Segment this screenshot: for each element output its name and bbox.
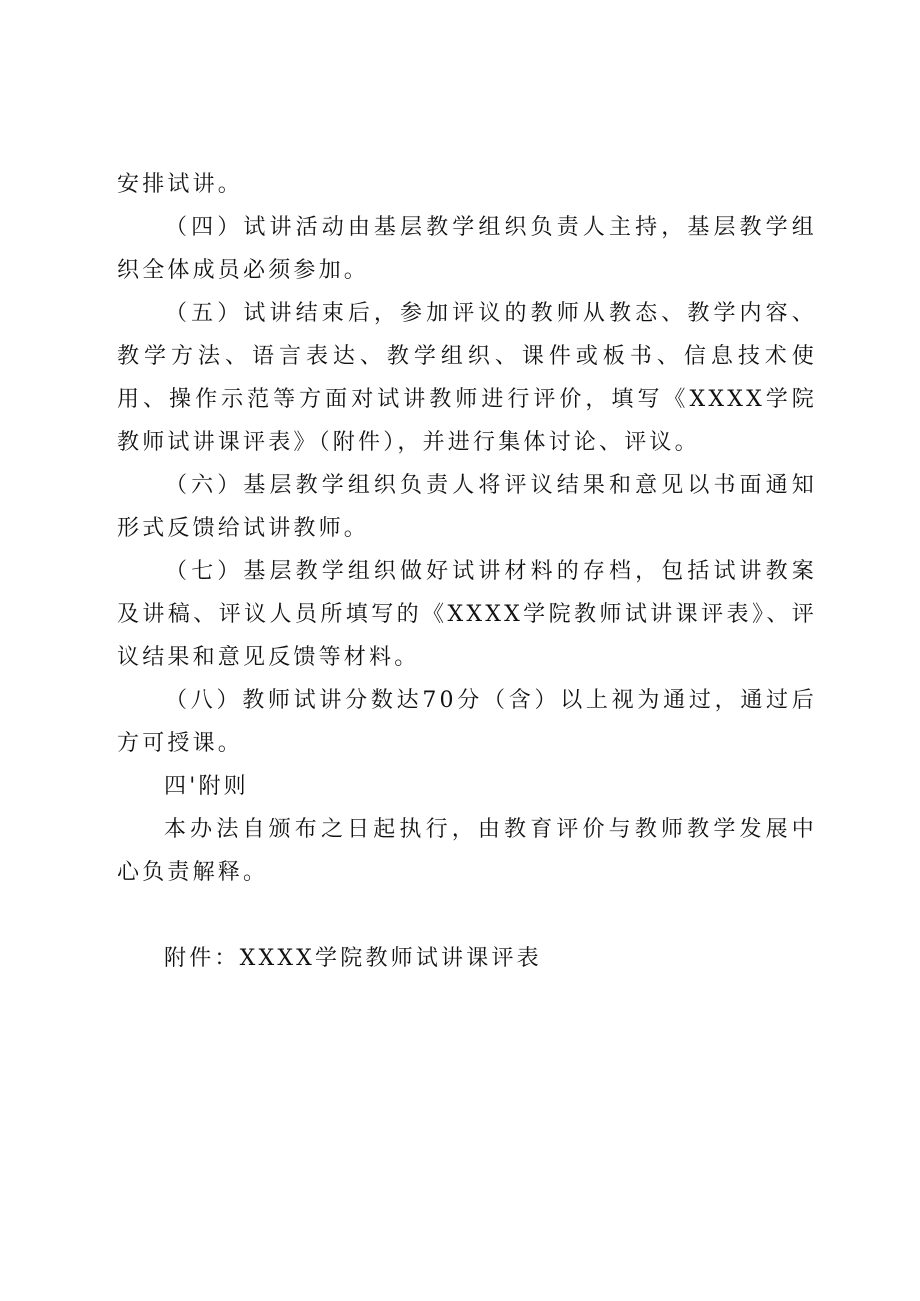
paragraph-item-7: （七）基层教学组织做好试讲材料的存档，包括试讲教案及讲稿、评议人员所填写的《XXXX学院教师试讲课评表》、评议结果和意见反馈等材料。 (117, 559, 817, 670)
paragraph-item-6: （六）基层教学组织负责人将评议结果和意见以书面通知形式反馈给试讲教师。 (117, 473, 817, 541)
paragraph-item-4: （四）试讲活动由基层教学组织负责人主持，基层教学组织全体成员必须参加。 (117, 215, 817, 283)
document-body (117, 163, 817, 980)
closing-paragraph: 本办法自颁布之日起执行，由教育评价与教师教学发展中心负责解释。 (117, 817, 817, 885)
attachment-note: 附件：XXXX学院教师试讲课评表 (164, 946, 542, 971)
blank-line (117, 894, 817, 937)
paragraph-continuation: 安排试讲。 (117, 172, 244, 197)
paragraph-item-5: （五）试讲结束后，参加评议的教师从教态、教学内容、教学方法、语言表达、教学组织、课件或板书、信息技术使用、操作示范等方面对试讲教师进行评价，填写《XXXX学院教师试讲课评表》（附件），并进行集体讨论、评议。 (117, 301, 817, 455)
paragraph-item-8: （八）教师试讲分数达70分（含）以上视为通过，通过后方可授课。 (117, 688, 817, 756)
section-heading-supplementary: 四'附则 (164, 774, 249, 799)
